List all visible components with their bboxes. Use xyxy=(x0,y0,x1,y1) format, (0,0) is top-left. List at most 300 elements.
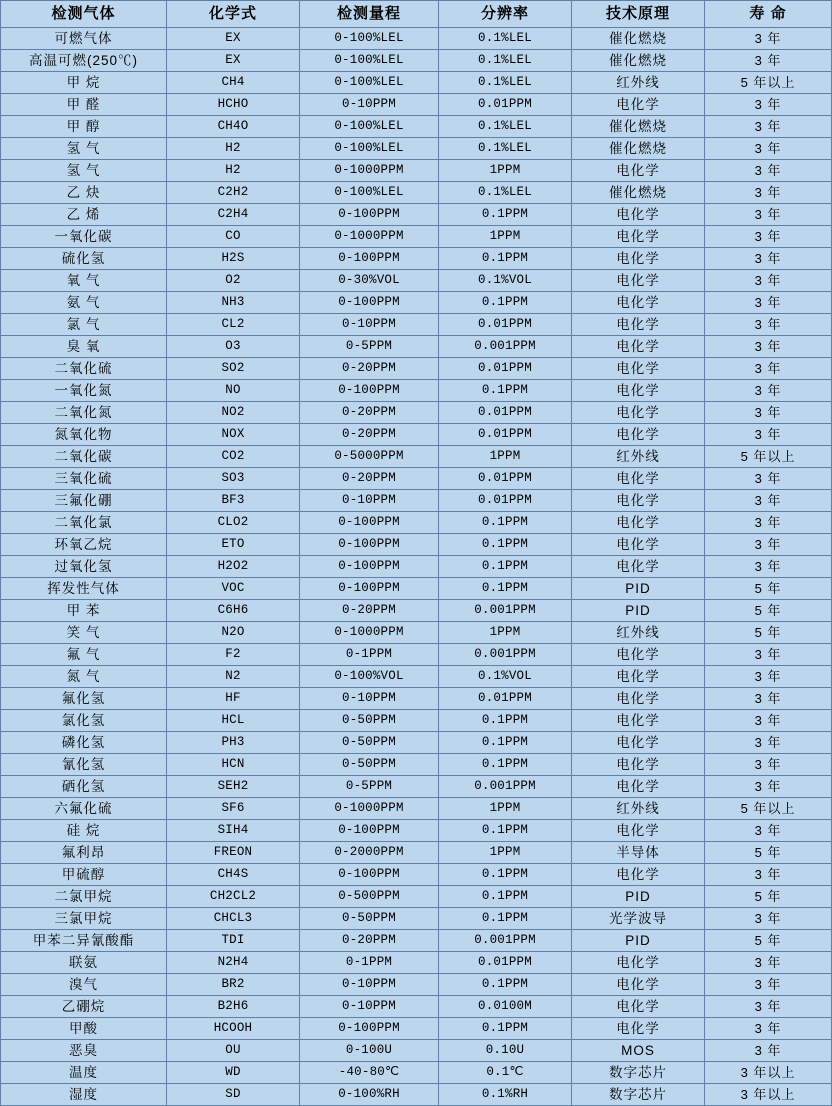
cell-resolution: 0.01PPM xyxy=(439,314,572,336)
cell-lifetime: 3 年 xyxy=(705,820,832,842)
cell-resolution: 1PPM xyxy=(439,842,572,864)
column-header-range: 检测量程 xyxy=(300,1,439,28)
cell-chemical-formula: BF3 xyxy=(167,490,300,512)
cell-gas-name: 环氧乙烷 xyxy=(1,534,167,556)
cell-detection-range: 0-100PPM xyxy=(300,1018,439,1040)
cell-resolution: 0.1PPM xyxy=(439,710,572,732)
cell-lifetime: 3 年 xyxy=(705,314,832,336)
cell-detection-range: 0-2000PPM xyxy=(300,842,439,864)
cell-gas-name: 甲 醇 xyxy=(1,116,167,138)
cell-lifetime: 5 年 xyxy=(705,886,832,908)
cell-lifetime: 3 年 xyxy=(705,336,832,358)
cell-detection-range: 0-500PPM xyxy=(300,886,439,908)
cell-chemical-formula: NH3 xyxy=(167,292,300,314)
cell-lifetime: 5 年 xyxy=(705,930,832,952)
cell-chemical-formula: N2O xyxy=(167,622,300,644)
cell-resolution: 1PPM xyxy=(439,622,572,644)
table-header xyxy=(1,1,832,28)
cell-detection-range: 0-100U xyxy=(300,1040,439,1062)
table-row xyxy=(1,534,832,556)
cell-resolution: 0.1PPM xyxy=(439,204,572,226)
cell-gas-name: 高温可燃(250℃) xyxy=(1,50,167,72)
cell-technical-principle: 催化燃烧 xyxy=(572,116,705,138)
cell-gas-name: 乙 炔 xyxy=(1,182,167,204)
table-row xyxy=(1,732,832,754)
cell-chemical-formula: N2 xyxy=(167,666,300,688)
table-row xyxy=(1,710,832,732)
cell-resolution: 0.1PPM xyxy=(439,380,572,402)
cell-lifetime: 3 年 xyxy=(705,556,832,578)
cell-gas-name: 甲苯二异氰酸酯 xyxy=(1,930,167,952)
cell-technical-principle: 电化学 xyxy=(572,952,705,974)
cell-detection-range: 0-100%LEL xyxy=(300,182,439,204)
table-row xyxy=(1,666,832,688)
table-row xyxy=(1,622,832,644)
cell-resolution: 0.1%LEL xyxy=(439,116,572,138)
cell-resolution: 1PPM xyxy=(439,798,572,820)
cell-lifetime: 3 年 xyxy=(705,50,832,72)
cell-technical-principle: 电化学 xyxy=(572,710,705,732)
cell-detection-range: 0-1PPM xyxy=(300,952,439,974)
cell-lifetime: 3 年 xyxy=(705,204,832,226)
cell-detection-range: 0-10PPM xyxy=(300,94,439,116)
cell-gas-name: 氯 气 xyxy=(1,314,167,336)
cell-chemical-formula: O3 xyxy=(167,336,300,358)
table-row xyxy=(1,908,832,930)
cell-lifetime: 3 年 xyxy=(705,138,832,160)
cell-technical-principle: 电化学 xyxy=(572,490,705,512)
table-row xyxy=(1,776,832,798)
cell-detection-range: 0-100%LEL xyxy=(300,72,439,94)
column-header-formula: 化学式 xyxy=(167,1,300,28)
cell-lifetime: 3 年 xyxy=(705,710,832,732)
cell-gas-name: 溴气 xyxy=(1,974,167,996)
cell-technical-principle: 电化学 xyxy=(572,512,705,534)
cell-gas-name: 过氧化氢 xyxy=(1,556,167,578)
cell-technical-principle: 电化学 xyxy=(572,996,705,1018)
table-row xyxy=(1,204,832,226)
cell-resolution: 1PPM xyxy=(439,226,572,248)
cell-resolution: 0.1PPM xyxy=(439,754,572,776)
table-row xyxy=(1,116,832,138)
cell-technical-principle: 光学波导 xyxy=(572,908,705,930)
table-row xyxy=(1,1084,832,1106)
cell-gas-name: 氟化氢 xyxy=(1,688,167,710)
cell-detection-range: 0-50PPM xyxy=(300,754,439,776)
cell-lifetime: 3 年 xyxy=(705,644,832,666)
cell-detection-range: 0-100PPM xyxy=(300,204,439,226)
cell-technical-principle: 电化学 xyxy=(572,1018,705,1040)
cell-lifetime: 3 年 xyxy=(705,248,832,270)
table-row xyxy=(1,248,832,270)
cell-chemical-formula: CH2CL2 xyxy=(167,886,300,908)
cell-lifetime: 3 年以上 xyxy=(705,1084,832,1106)
cell-lifetime: 3 年 xyxy=(705,1040,832,1062)
cell-detection-range: 0-100%VOL xyxy=(300,666,439,688)
cell-resolution: 1PPM xyxy=(439,160,572,182)
cell-gas-name: 硅 烷 xyxy=(1,820,167,842)
cell-technical-principle: 电化学 xyxy=(572,94,705,116)
cell-resolution: 0.001PPM xyxy=(439,644,572,666)
cell-gas-name: 温度 xyxy=(1,1062,167,1084)
table-row xyxy=(1,688,832,710)
cell-chemical-formula: EX xyxy=(167,50,300,72)
cell-resolution: 0.01PPM xyxy=(439,94,572,116)
cell-detection-range: 0-50PPM xyxy=(300,732,439,754)
cell-detection-range: 0-100PPM xyxy=(300,292,439,314)
cell-technical-principle: 红外线 xyxy=(572,622,705,644)
cell-gas-name: 二氧化氯 xyxy=(1,512,167,534)
cell-resolution: 0.1PPM xyxy=(439,292,572,314)
cell-chemical-formula: H2O2 xyxy=(167,556,300,578)
cell-gas-name: 三氯甲烷 xyxy=(1,908,167,930)
cell-detection-range: 0-100%LEL xyxy=(300,116,439,138)
cell-resolution: 0.1%LEL xyxy=(439,138,572,160)
cell-technical-principle: 电化学 xyxy=(572,380,705,402)
cell-gas-name: 一氧化氮 xyxy=(1,380,167,402)
cell-detection-range: 0-10PPM xyxy=(300,314,439,336)
table-row xyxy=(1,996,832,1018)
cell-resolution: 0.1PPM xyxy=(439,974,572,996)
cell-chemical-formula: HCL xyxy=(167,710,300,732)
cell-technical-principle: 电化学 xyxy=(572,336,705,358)
cell-gas-name: 氯化氢 xyxy=(1,710,167,732)
cell-lifetime: 3 年 xyxy=(705,974,832,996)
cell-gas-name: 可燃气体 xyxy=(1,28,167,50)
cell-resolution: 0.001PPM xyxy=(439,776,572,798)
cell-lifetime: 3 年 xyxy=(705,292,832,314)
cell-chemical-formula: OU xyxy=(167,1040,300,1062)
cell-technical-principle: MOS xyxy=(572,1040,705,1062)
cell-gas-name: 氮 气 xyxy=(1,666,167,688)
cell-resolution: 0.01PPM xyxy=(439,490,572,512)
cell-detection-range: 0-1PPM xyxy=(300,644,439,666)
cell-chemical-formula: PH3 xyxy=(167,732,300,754)
cell-resolution: 0.1PPM xyxy=(439,908,572,930)
table-row xyxy=(1,292,832,314)
cell-chemical-formula: NO xyxy=(167,380,300,402)
cell-chemical-formula: BR2 xyxy=(167,974,300,996)
cell-chemical-formula: B2H6 xyxy=(167,996,300,1018)
cell-chemical-formula: ETO xyxy=(167,534,300,556)
cell-technical-principle: 数字芯片 xyxy=(572,1062,705,1084)
cell-technical-principle: 电化学 xyxy=(572,688,705,710)
cell-gas-name: 乙硼烷 xyxy=(1,996,167,1018)
table-header-row xyxy=(1,1,832,28)
cell-chemical-formula: HCHO xyxy=(167,94,300,116)
cell-detection-range: 0-20PPM xyxy=(300,424,439,446)
cell-technical-principle: 电化学 xyxy=(572,974,705,996)
cell-technical-principle: 电化学 xyxy=(572,292,705,314)
cell-chemical-formula: CLO2 xyxy=(167,512,300,534)
cell-lifetime: 3 年 xyxy=(705,996,832,1018)
cell-gas-name: 甲硫醇 xyxy=(1,864,167,886)
cell-gas-name: 氧 气 xyxy=(1,270,167,292)
cell-detection-range: 0-1000PPM xyxy=(300,226,439,248)
cell-resolution: 0.01PPM xyxy=(439,952,572,974)
cell-gas-name: 甲 醛 xyxy=(1,94,167,116)
table-row xyxy=(1,160,832,182)
cell-chemical-formula: SF6 xyxy=(167,798,300,820)
cell-lifetime: 3 年 xyxy=(705,28,832,50)
cell-detection-range: 0-100PPM xyxy=(300,380,439,402)
table-body xyxy=(1,28,832,1106)
cell-lifetime: 3 年 xyxy=(705,754,832,776)
cell-technical-principle: 催化燃烧 xyxy=(572,182,705,204)
cell-resolution: 0.1%LEL xyxy=(439,72,572,94)
cell-chemical-formula: CH4 xyxy=(167,72,300,94)
cell-gas-name: 一氧化碳 xyxy=(1,226,167,248)
cell-lifetime: 3 年 xyxy=(705,94,832,116)
column-header-gas: 检测气体 xyxy=(1,1,167,28)
table-row xyxy=(1,1062,832,1084)
cell-resolution: 0.1PPM xyxy=(439,512,572,534)
cell-detection-range: 0-100PPM xyxy=(300,578,439,600)
cell-detection-range: 0-100PPM xyxy=(300,556,439,578)
cell-chemical-formula: TDI xyxy=(167,930,300,952)
cell-gas-name: 二氯甲烷 xyxy=(1,886,167,908)
cell-resolution: 0.1%VOL xyxy=(439,270,572,292)
cell-chemical-formula: CO2 xyxy=(167,446,300,468)
cell-chemical-formula: SO3 xyxy=(167,468,300,490)
cell-chemical-formula: F2 xyxy=(167,644,300,666)
cell-resolution: 0.1℃ xyxy=(439,1062,572,1084)
cell-resolution: 0.1PPM xyxy=(439,248,572,270)
cell-lifetime: 3 年 xyxy=(705,160,832,182)
cell-technical-principle: PID xyxy=(572,930,705,952)
cell-lifetime: 5 年以上 xyxy=(705,798,832,820)
cell-technical-principle: 半导体 xyxy=(572,842,705,864)
cell-detection-range: 0-20PPM xyxy=(300,930,439,952)
cell-gas-name: 恶臭 xyxy=(1,1040,167,1062)
cell-detection-range: 0-50PPM xyxy=(300,908,439,930)
cell-resolution: 0.1%LEL xyxy=(439,28,572,50)
cell-gas-name: 挥发性气体 xyxy=(1,578,167,600)
cell-technical-principle: 电化学 xyxy=(572,776,705,798)
cell-resolution: 0.01PPM xyxy=(439,358,572,380)
cell-detection-range: 0-5PPM xyxy=(300,336,439,358)
table-row xyxy=(1,798,832,820)
cell-technical-principle: 电化学 xyxy=(572,160,705,182)
cell-gas-name: 二氧化碳 xyxy=(1,446,167,468)
cell-gas-name: 氰化氢 xyxy=(1,754,167,776)
cell-chemical-formula: SEH2 xyxy=(167,776,300,798)
cell-chemical-formula: CH4S xyxy=(167,864,300,886)
cell-detection-range: 0-100%LEL xyxy=(300,138,439,160)
cell-gas-name: 二氧化硫 xyxy=(1,358,167,380)
cell-resolution: 1PPM xyxy=(439,446,572,468)
cell-gas-name: 磷化氢 xyxy=(1,732,167,754)
cell-resolution: 0.1PPM xyxy=(439,534,572,556)
cell-chemical-formula: O2 xyxy=(167,270,300,292)
cell-technical-principle: 电化学 xyxy=(572,468,705,490)
cell-lifetime: 5 年以上 xyxy=(705,72,832,94)
cell-chemical-formula: NO2 xyxy=(167,402,300,424)
cell-detection-range: 0-10PPM xyxy=(300,490,439,512)
table-row xyxy=(1,842,832,864)
table-row xyxy=(1,644,832,666)
cell-technical-principle: 催化燃烧 xyxy=(572,138,705,160)
cell-detection-range: 0-20PPM xyxy=(300,358,439,380)
cell-resolution: 0.01PPM xyxy=(439,424,572,446)
cell-detection-range: 0-5000PPM xyxy=(300,446,439,468)
cell-detection-range: 0-100PPM xyxy=(300,864,439,886)
cell-technical-principle: 电化学 xyxy=(572,248,705,270)
cell-lifetime: 3 年 xyxy=(705,776,832,798)
cell-chemical-formula: HF xyxy=(167,688,300,710)
column-header-resolution: 分辨率 xyxy=(439,1,572,28)
cell-resolution: 0.001PPM xyxy=(439,336,572,358)
cell-gas-name: 氮氧化物 xyxy=(1,424,167,446)
cell-technical-principle: PID xyxy=(572,886,705,908)
cell-gas-name: 甲 烷 xyxy=(1,72,167,94)
cell-technical-principle: PID xyxy=(572,578,705,600)
cell-gas-name: 六氟化硫 xyxy=(1,798,167,820)
cell-gas-name: 甲 苯 xyxy=(1,600,167,622)
table-row xyxy=(1,380,832,402)
table-row xyxy=(1,94,832,116)
cell-detection-range: 0-1000PPM xyxy=(300,622,439,644)
cell-chemical-formula: VOC xyxy=(167,578,300,600)
cell-resolution: 0.001PPM xyxy=(439,930,572,952)
cell-chemical-formula: C2H4 xyxy=(167,204,300,226)
cell-technical-principle: 催化燃烧 xyxy=(572,50,705,72)
table-row xyxy=(1,314,832,336)
cell-technical-principle: 电化学 xyxy=(572,402,705,424)
cell-detection-range: 0-100PPM xyxy=(300,248,439,270)
table-row xyxy=(1,864,832,886)
cell-chemical-formula: CHCL3 xyxy=(167,908,300,930)
cell-technical-principle: 电化学 xyxy=(572,754,705,776)
cell-lifetime: 3 年 xyxy=(705,358,832,380)
cell-detection-range: 0-20PPM xyxy=(300,600,439,622)
cell-resolution: 0.01PPM xyxy=(439,402,572,424)
cell-lifetime: 3 年 xyxy=(705,864,832,886)
table-row xyxy=(1,600,832,622)
cell-gas-name: 硫化氢 xyxy=(1,248,167,270)
cell-detection-range: 0-10PPM xyxy=(300,974,439,996)
cell-chemical-formula: H2 xyxy=(167,160,300,182)
cell-resolution: 0.01PPM xyxy=(439,688,572,710)
cell-resolution: 0.1%LEL xyxy=(439,50,572,72)
cell-gas-name: 湿度 xyxy=(1,1084,167,1106)
cell-chemical-formula: H2 xyxy=(167,138,300,160)
cell-chemical-formula: H2S xyxy=(167,248,300,270)
cell-technical-principle: 电化学 xyxy=(572,204,705,226)
cell-lifetime: 3 年以上 xyxy=(705,1062,832,1084)
cell-lifetime: 5 年以上 xyxy=(705,446,832,468)
cell-technical-principle: 电化学 xyxy=(572,358,705,380)
cell-technical-principle: 电化学 xyxy=(572,556,705,578)
cell-lifetime: 3 年 xyxy=(705,226,832,248)
column-header-lifetime: 寿 命 xyxy=(705,1,832,28)
cell-technical-principle: 红外线 xyxy=(572,798,705,820)
cell-detection-range: 0-100PPM xyxy=(300,512,439,534)
cell-technical-principle: 电化学 xyxy=(572,820,705,842)
cell-chemical-formula: WD xyxy=(167,1062,300,1084)
cell-technical-principle: 电化学 xyxy=(572,424,705,446)
cell-resolution: 0.1PPM xyxy=(439,1018,572,1040)
cell-chemical-formula: CH4O xyxy=(167,116,300,138)
table-row xyxy=(1,358,832,380)
cell-resolution: 0.1PPM xyxy=(439,732,572,754)
cell-chemical-formula: FREON xyxy=(167,842,300,864)
cell-gas-name: 联氨 xyxy=(1,952,167,974)
cell-gas-name: 氟 气 xyxy=(1,644,167,666)
cell-detection-range: 0-100PPM xyxy=(300,820,439,842)
cell-technical-principle: 催化燃烧 xyxy=(572,28,705,50)
cell-chemical-formula: C6H6 xyxy=(167,600,300,622)
table-row xyxy=(1,336,832,358)
cell-lifetime: 3 年 xyxy=(705,270,832,292)
cell-resolution: 0.1%VOL xyxy=(439,666,572,688)
cell-lifetime: 3 年 xyxy=(705,512,832,534)
cell-lifetime: 3 年 xyxy=(705,688,832,710)
cell-technical-principle: 电化学 xyxy=(572,644,705,666)
table-row xyxy=(1,886,832,908)
cell-detection-range: -40-80℃ xyxy=(300,1062,439,1084)
cell-chemical-formula: SIH4 xyxy=(167,820,300,842)
cell-lifetime: 3 年 xyxy=(705,666,832,688)
column-header-principle: 技术原理 xyxy=(572,1,705,28)
table-row xyxy=(1,820,832,842)
cell-chemical-formula: CO xyxy=(167,226,300,248)
cell-resolution: 0.1PPM xyxy=(439,886,572,908)
table-row xyxy=(1,138,832,160)
table-row xyxy=(1,446,832,468)
table-row xyxy=(1,468,832,490)
cell-chemical-formula: N2H4 xyxy=(167,952,300,974)
cell-technical-principle: 电化学 xyxy=(572,534,705,556)
cell-lifetime: 5 年 xyxy=(705,622,832,644)
cell-technical-principle: 电化学 xyxy=(572,666,705,688)
cell-technical-principle: 数字芯片 xyxy=(572,1084,705,1106)
cell-gas-name: 乙 烯 xyxy=(1,204,167,226)
cell-detection-range: 0-5PPM xyxy=(300,776,439,798)
table-row xyxy=(1,512,832,534)
cell-gas-name: 笑 气 xyxy=(1,622,167,644)
table-row xyxy=(1,424,832,446)
cell-chemical-formula: HCN xyxy=(167,754,300,776)
cell-gas-name: 臭 氧 xyxy=(1,336,167,358)
cell-lifetime: 3 年 xyxy=(705,952,832,974)
cell-lifetime: 3 年 xyxy=(705,534,832,556)
cell-detection-range: 0-100%LEL xyxy=(300,28,439,50)
cell-technical-principle: 电化学 xyxy=(572,864,705,886)
cell-technical-principle: PID xyxy=(572,600,705,622)
cell-resolution: 0.0100M xyxy=(439,996,572,1018)
table-row xyxy=(1,1040,832,1062)
cell-detection-range: 0-30%VOL xyxy=(300,270,439,292)
table-row xyxy=(1,754,832,776)
table-row xyxy=(1,50,832,72)
cell-chemical-formula: SO2 xyxy=(167,358,300,380)
cell-resolution: 0.1%LEL xyxy=(439,182,572,204)
cell-lifetime: 3 年 xyxy=(705,1018,832,1040)
cell-resolution: 0.01PPM xyxy=(439,468,572,490)
cell-resolution: 0.1PPM xyxy=(439,864,572,886)
cell-chemical-formula: C2H2 xyxy=(167,182,300,204)
cell-gas-name: 二氧化氮 xyxy=(1,402,167,424)
cell-lifetime: 3 年 xyxy=(705,182,832,204)
table-row xyxy=(1,72,832,94)
table-row xyxy=(1,270,832,292)
table-row xyxy=(1,402,832,424)
cell-lifetime: 5 年 xyxy=(705,842,832,864)
cell-gas-name: 氟利昂 xyxy=(1,842,167,864)
cell-resolution: 0.001PPM xyxy=(439,600,572,622)
cell-detection-range: 0-1000PPM xyxy=(300,160,439,182)
